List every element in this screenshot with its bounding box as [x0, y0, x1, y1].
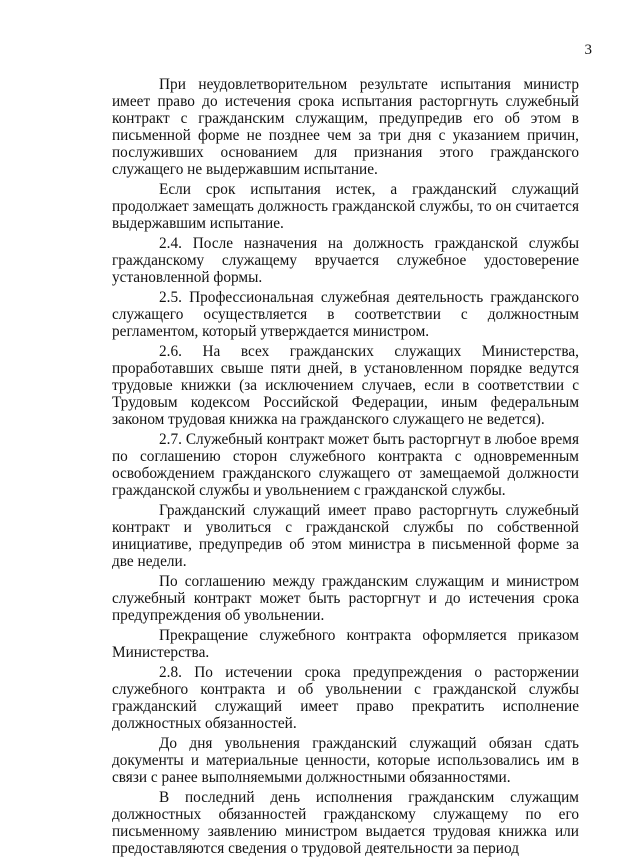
paragraph-probation-expired: Если срок испытания истек, а гражданский служащий продолжает замещать должность гражданской службы, то он считается выдержавшим испытание. — [112, 181, 579, 232]
paragraph-2-6: 2.6. На всех гражданских служащих Министерства, проработавших свыше пяти дней, в установленном порядке ведутся трудовые книжки (за исключением случаев, если в соответствии с Трудовым кодексом Российской Федерации, иным федеральным законом трудовая книжка на гражданского служащего не ведется). — [112, 343, 579, 428]
paragraph-order: Прекращение служебного контракта оформляется приказом Министерства. — [112, 627, 579, 661]
paragraph-own-initiative: Гражданский служащий имеет право расторгнуть служебный контракт и уволиться с гражданской службы по собственной инициативе, предупредив об этом министра в письменной форме за две недели. — [112, 502, 579, 570]
document-body — [112, 76, 579, 857]
paragraph-probation-failure: При неудовлетворительном результате испытания министр имеет право до истечения срока испытания расторгнуть служебный контракт с гражданским служащим, предупредив его об этом в письменной форме не позднее чем за три дня с указанием причин, послуживших основанием для признания этого гражданского служащего не выдержавшим испытание. — [112, 76, 579, 178]
paragraph-hand-over-documents: До дня увольнения гражданский служащий обязан сдать документы и материальные ценности, которые использовались им в связи с ранее выполняемыми должностными обязанностями. — [112, 735, 579, 786]
paragraph-2-5: 2.5. Профессиональная служебная деятельность гражданского служащего осуществляется в соответствии с должностным регламентом, который утверждается министром. — [112, 289, 579, 340]
paragraph-last-day: В последний день исполнения гражданским служащим должностных обязанностей гражданскому служащему по его письменному заявлению министром выдается трудовая книжка или предоставляются сведения о трудовой деятельности за период — [112, 789, 579, 857]
paragraph-2-7: 2.7. Служебный контракт может быть расторгнут в любое время по соглашению сторон служебного контракта с одновременным освобождением гражданского служащего от замещаемой должности гражданской службы и увольнением с гражданской службы. — [112, 431, 579, 499]
paragraph-mutual-agreement: По соглашению между гражданским служащим и министром служебный контракт может быть расторгнут и до истечения срока предупреждения об увольнении. — [112, 573, 579, 624]
page-number: 3 — [584, 42, 592, 58]
paragraph-2-8: 2.8. По истечении срока предупреждения о расторжении служебного контракта и об увольнении с гражданской службы гражданский служащий имеет право прекратить исполнение должностных обязанностей. — [112, 664, 579, 732]
paragraph-2-4: 2.4. После назначения на должность гражданской службы гражданскому служащему вручается служебное удостоверение установленной формы. — [112, 235, 579, 286]
